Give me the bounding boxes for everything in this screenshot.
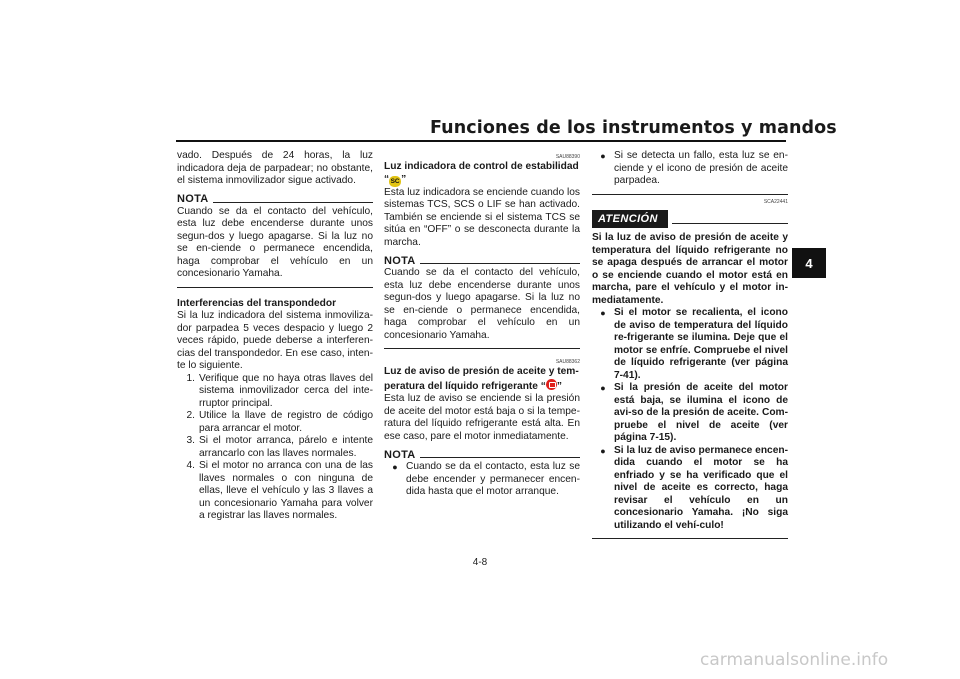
bullet-icon: ● bbox=[600, 151, 606, 161]
bullet-icon: ● bbox=[600, 308, 606, 318]
nota-rule bbox=[420, 457, 580, 458]
column-3 bbox=[592, 150, 788, 539]
caution-intro: Si la luz de aviso de presión de aceite y temperatura del líquido refrigerante no se apaga después de arrancar el motor o se enciende cuando el motor está en marcha, pare el vehículo y el motor in-mediatamente. bbox=[592, 232, 788, 306]
chapter-tab: 4 bbox=[792, 248, 826, 278]
nota-end-rule bbox=[592, 194, 788, 195]
heading-text: Luz indicadora de control de estabilidad bbox=[384, 161, 579, 172]
heading-text: Luz de aviso de presión de aceite y tem-peratura del líquido refrigerante “ bbox=[384, 366, 579, 392]
list-item bbox=[177, 460, 373, 523]
nota-heading bbox=[384, 447, 580, 461]
bullet-text: Si se detecta un fallo, esta luz se en-ciende y el icono de presión de aceite parpadea. bbox=[614, 150, 788, 186]
bullet-icon: ● bbox=[600, 383, 606, 393]
step-number: 4. bbox=[186, 460, 195, 471]
watermark: carmanualsonline.info bbox=[700, 650, 889, 670]
caution-heading bbox=[592, 210, 788, 229]
nota-end-rule bbox=[177, 287, 373, 288]
section-heading bbox=[384, 161, 580, 187]
nota-heading bbox=[384, 253, 580, 267]
quote-open: “ bbox=[384, 173, 390, 185]
list-item bbox=[592, 382, 788, 445]
page-title: Funciones de los instrumentos y mandos bbox=[430, 118, 837, 138]
nota-rule bbox=[213, 202, 373, 203]
page-number: 4-8 bbox=[472, 557, 488, 568]
section-text: Esta luz de aviso se enciende si la presión de aceite del motor está baja o si la tempe-ratura del líquido refrigerante está alta. En ese caso, pare el motor inmediatamente. bbox=[384, 393, 580, 442]
step-text: Utilice la llave de registro de código para arrancar el motor. bbox=[199, 410, 373, 434]
caution-rule bbox=[672, 223, 788, 224]
nota-text: Cuando se da el contacto del vehículo, esta luz debe encenderse durante unos segun-dos y luego apagarse. Si la luz no se en-ciende o permanece encendida, haga comprobar el vehículo en un concesionario Yamaha. bbox=[384, 267, 580, 341]
step-text: Verifique que no haya otras llaves del sistema inmovilizador cerca del inte-rruptor principal. bbox=[199, 372, 373, 409]
bullet-text: Si la luz de aviso permanece encen-dida cuando el motor se ha enfriado y se ha verificado que el nivel de aceite es correcto, haga revisar el vehículo en un concesionario Yamaha. ¡No siga utilizando el vehí-culo! bbox=[614, 444, 788, 531]
column-1 bbox=[177, 150, 373, 523]
nota-label: NOTA bbox=[384, 448, 416, 461]
list-item bbox=[592, 150, 788, 188]
list-item bbox=[177, 435, 373, 460]
bullet-text: Si la presión de aceite del motor está baja, se ilumina el icono de avi-so de la presión de aceite. Com-pruebe el nivel de aceite (ver página 7-15). bbox=[614, 382, 788, 443]
nota-label: NOTA bbox=[177, 193, 209, 205]
section-code: SAU88390 bbox=[555, 154, 580, 160]
list-item bbox=[592, 445, 788, 533]
list-item bbox=[384, 461, 580, 499]
nota-label: NOTA bbox=[384, 254, 416, 267]
step-number: 1. bbox=[186, 372, 195, 384]
bullet-text: Cuando se da el contacto, esta luz se debe encender y permanecer encen-dida hasta que el motor arranque. bbox=[406, 461, 580, 497]
section-code: SCA22441 bbox=[763, 198, 788, 205]
caution-label: ATENCIÓN bbox=[592, 210, 668, 229]
nota-text: Cuando se da el contacto del vehículo, esta luz debe encenderse durante unos segun-dos y luego apagarse. Si la luz no se en-ciende o permanece encendida, haga comprobar el vehículo en un concesionario Yamaha. bbox=[177, 205, 373, 279]
nota-rule bbox=[420, 263, 580, 264]
bullet-text: Si el motor se recalienta, el icono de aviso de temperatura del líquido re-frigerante se ilumina. Deje que el motor se enfríe. Compruebe el nivel de líquido refrigerante (ver página 7-41). bbox=[614, 307, 788, 381]
intro-text: vado. Después de 24 horas, la luz indicadora deja de parpadear; no obstante, el sistema inmovilizador sigue activado. bbox=[177, 150, 373, 186]
stability-control-icon: SC bbox=[390, 177, 400, 185]
list-item bbox=[177, 410, 373, 435]
oil-pressure-warning-icon bbox=[546, 379, 557, 390]
nota-end-rule bbox=[384, 348, 580, 349]
step-number: 2. bbox=[186, 410, 195, 421]
caution-end-rule bbox=[592, 538, 788, 539]
section-heading: Interferencias del transpondedor bbox=[177, 297, 337, 309]
step-text: Si el motor no arranca con una de las llaves normales o con ninguna de ellas, lleve el vehículo y las 3 llaves a un concesionario Yamaha para volver a registrar las llaves normales. bbox=[199, 460, 373, 521]
step-text: Si el motor arranca, párelo e intente arrancarlo con las llaves normales. bbox=[199, 435, 373, 459]
section-heading bbox=[384, 366, 580, 393]
section-text: Esta luz indicadora se enciende cuando los sistemas TCS, SCS o LIF se han activado. También se enciende si el sistema TCS se sitúa en “OFF” o se desconecta durante la marcha. bbox=[384, 186, 580, 248]
step-number: 3. bbox=[186, 435, 195, 446]
nota-heading bbox=[177, 192, 373, 206]
list-item bbox=[592, 307, 788, 382]
quote-close: ” bbox=[556, 380, 562, 392]
bullet-icon: ● bbox=[392, 462, 398, 472]
quote-close: ” bbox=[401, 173, 407, 185]
section-code: SAU88362 bbox=[555, 359, 580, 365]
section-text: Si la luz indicadora del sistema inmoviliza-dor parpadea 5 veces despacio y luego 2 veces rápido, puede deberse a interferen-cias del transpondedor. En ese caso, inten-te lo siguiente. bbox=[177, 310, 373, 371]
list-item bbox=[177, 373, 373, 411]
bullet-icon: ● bbox=[600, 445, 606, 456]
column-2 bbox=[384, 150, 580, 499]
header-rule bbox=[176, 140, 786, 142]
